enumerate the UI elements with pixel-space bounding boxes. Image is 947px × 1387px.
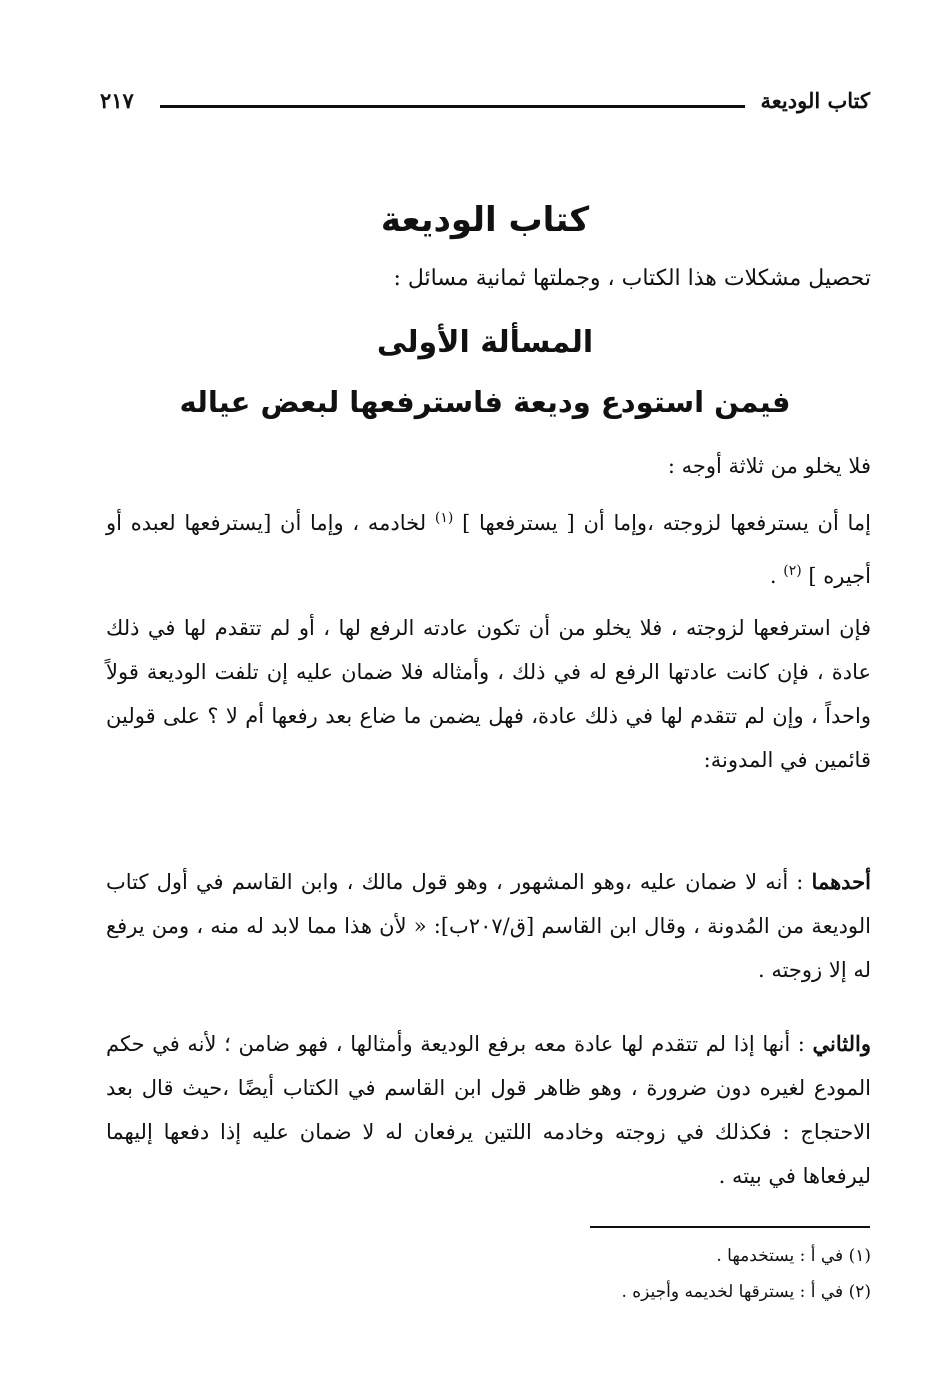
footnote-separator [590, 1226, 870, 1228]
paragraph-2 [106, 494, 871, 600]
footnotes [400, 1238, 871, 1310]
page-header [100, 84, 870, 124]
intro-line: تحصيل مشكلات هذا الكتاب ، وجملتها ثمانية مسائل : [393, 266, 871, 291]
running-title: كتاب الوديعة [760, 88, 870, 113]
paragraph-2-text-b: لخادمه ، وإما أن [يسترفعها لعبده أو أجيره ] [106, 511, 871, 588]
paragraph-2-text-a: إما أن يسترفعها لزوجته ،وإما أن [ يسترفعها ] [462, 511, 872, 535]
footnote-2: (٢) في أ : يسترقها لخديمه وأجيزه . [621, 1282, 871, 1302]
footnote-1: (١) في أ : يستخدمها . [716, 1246, 871, 1266]
footnote-marker-1: (١) [434, 510, 454, 526]
footnote-marker-2: (٢) [783, 563, 802, 579]
book-title: كتاب الوديعة [380, 200, 590, 240]
header-rule [160, 105, 745, 108]
issue-title: المسألة الأولى [376, 325, 594, 360]
paragraph-4-lead: أحدهما [811, 869, 871, 894]
paragraph-2-text-c: . [769, 564, 784, 588]
paragraph-3: فإن استرفعها لزوجته ، فلا يخلو من أن تكون عادته الرفع لها ، أو لم تتقدم لها في ذلك عادة ، فإن كانت عادتها الرفع له في ذلك ، وأمثاله فلا ضمان عليه إن تلفت الوديعة قولاً واحداً ، وإن لم تتقدم لها في ذلك عادة، فهل يضمن ما ضاع بعد رفعها أم لا ؟ على قولين قائمين في المدونة: [106, 616, 871, 772]
paragraph-1: فلا يخلو من ثلاثة أوجه : [667, 454, 871, 478]
paragraph-5-text: : أنها إذا لم تتقدم لها عادة معه برفع الوديعة وأمثالها ، فهو ضامن ؛ لأنه في حكم المودع لغيره دون ضرورة ، وهو ظاهر قول ابن القاسم في الكتاب أيضًا ،حيث قال بعد الاحتجاج : فكذلك في زوجته وخادمه اللتين يرفعان له لا ضمان عليه إذا دفعها إليهما ليرفعاها في بيته . [106, 1032, 871, 1188]
paragraph-5 [106, 1022, 871, 1198]
issue-subtitle: فيمن استودع وديعة فاسترفعها لبعض عياله [179, 385, 791, 419]
paragraph-4 [106, 860, 871, 992]
page-number: ٢١٧ [100, 88, 134, 113]
paragraph-5-lead: والثاني [812, 1031, 871, 1056]
paragraph-4-text: : أنه لا ضمان عليه ،وهو المشهور ، وهو قول مالك ، وابن القاسم في أول كتاب الوديعة من المُدونة ، وقال ابن القاسم [ق/٢٠٧ب]: « لأن هذا مما لابد له منه ، ومن يرفع له إلا زوجته . [106, 870, 871, 982]
